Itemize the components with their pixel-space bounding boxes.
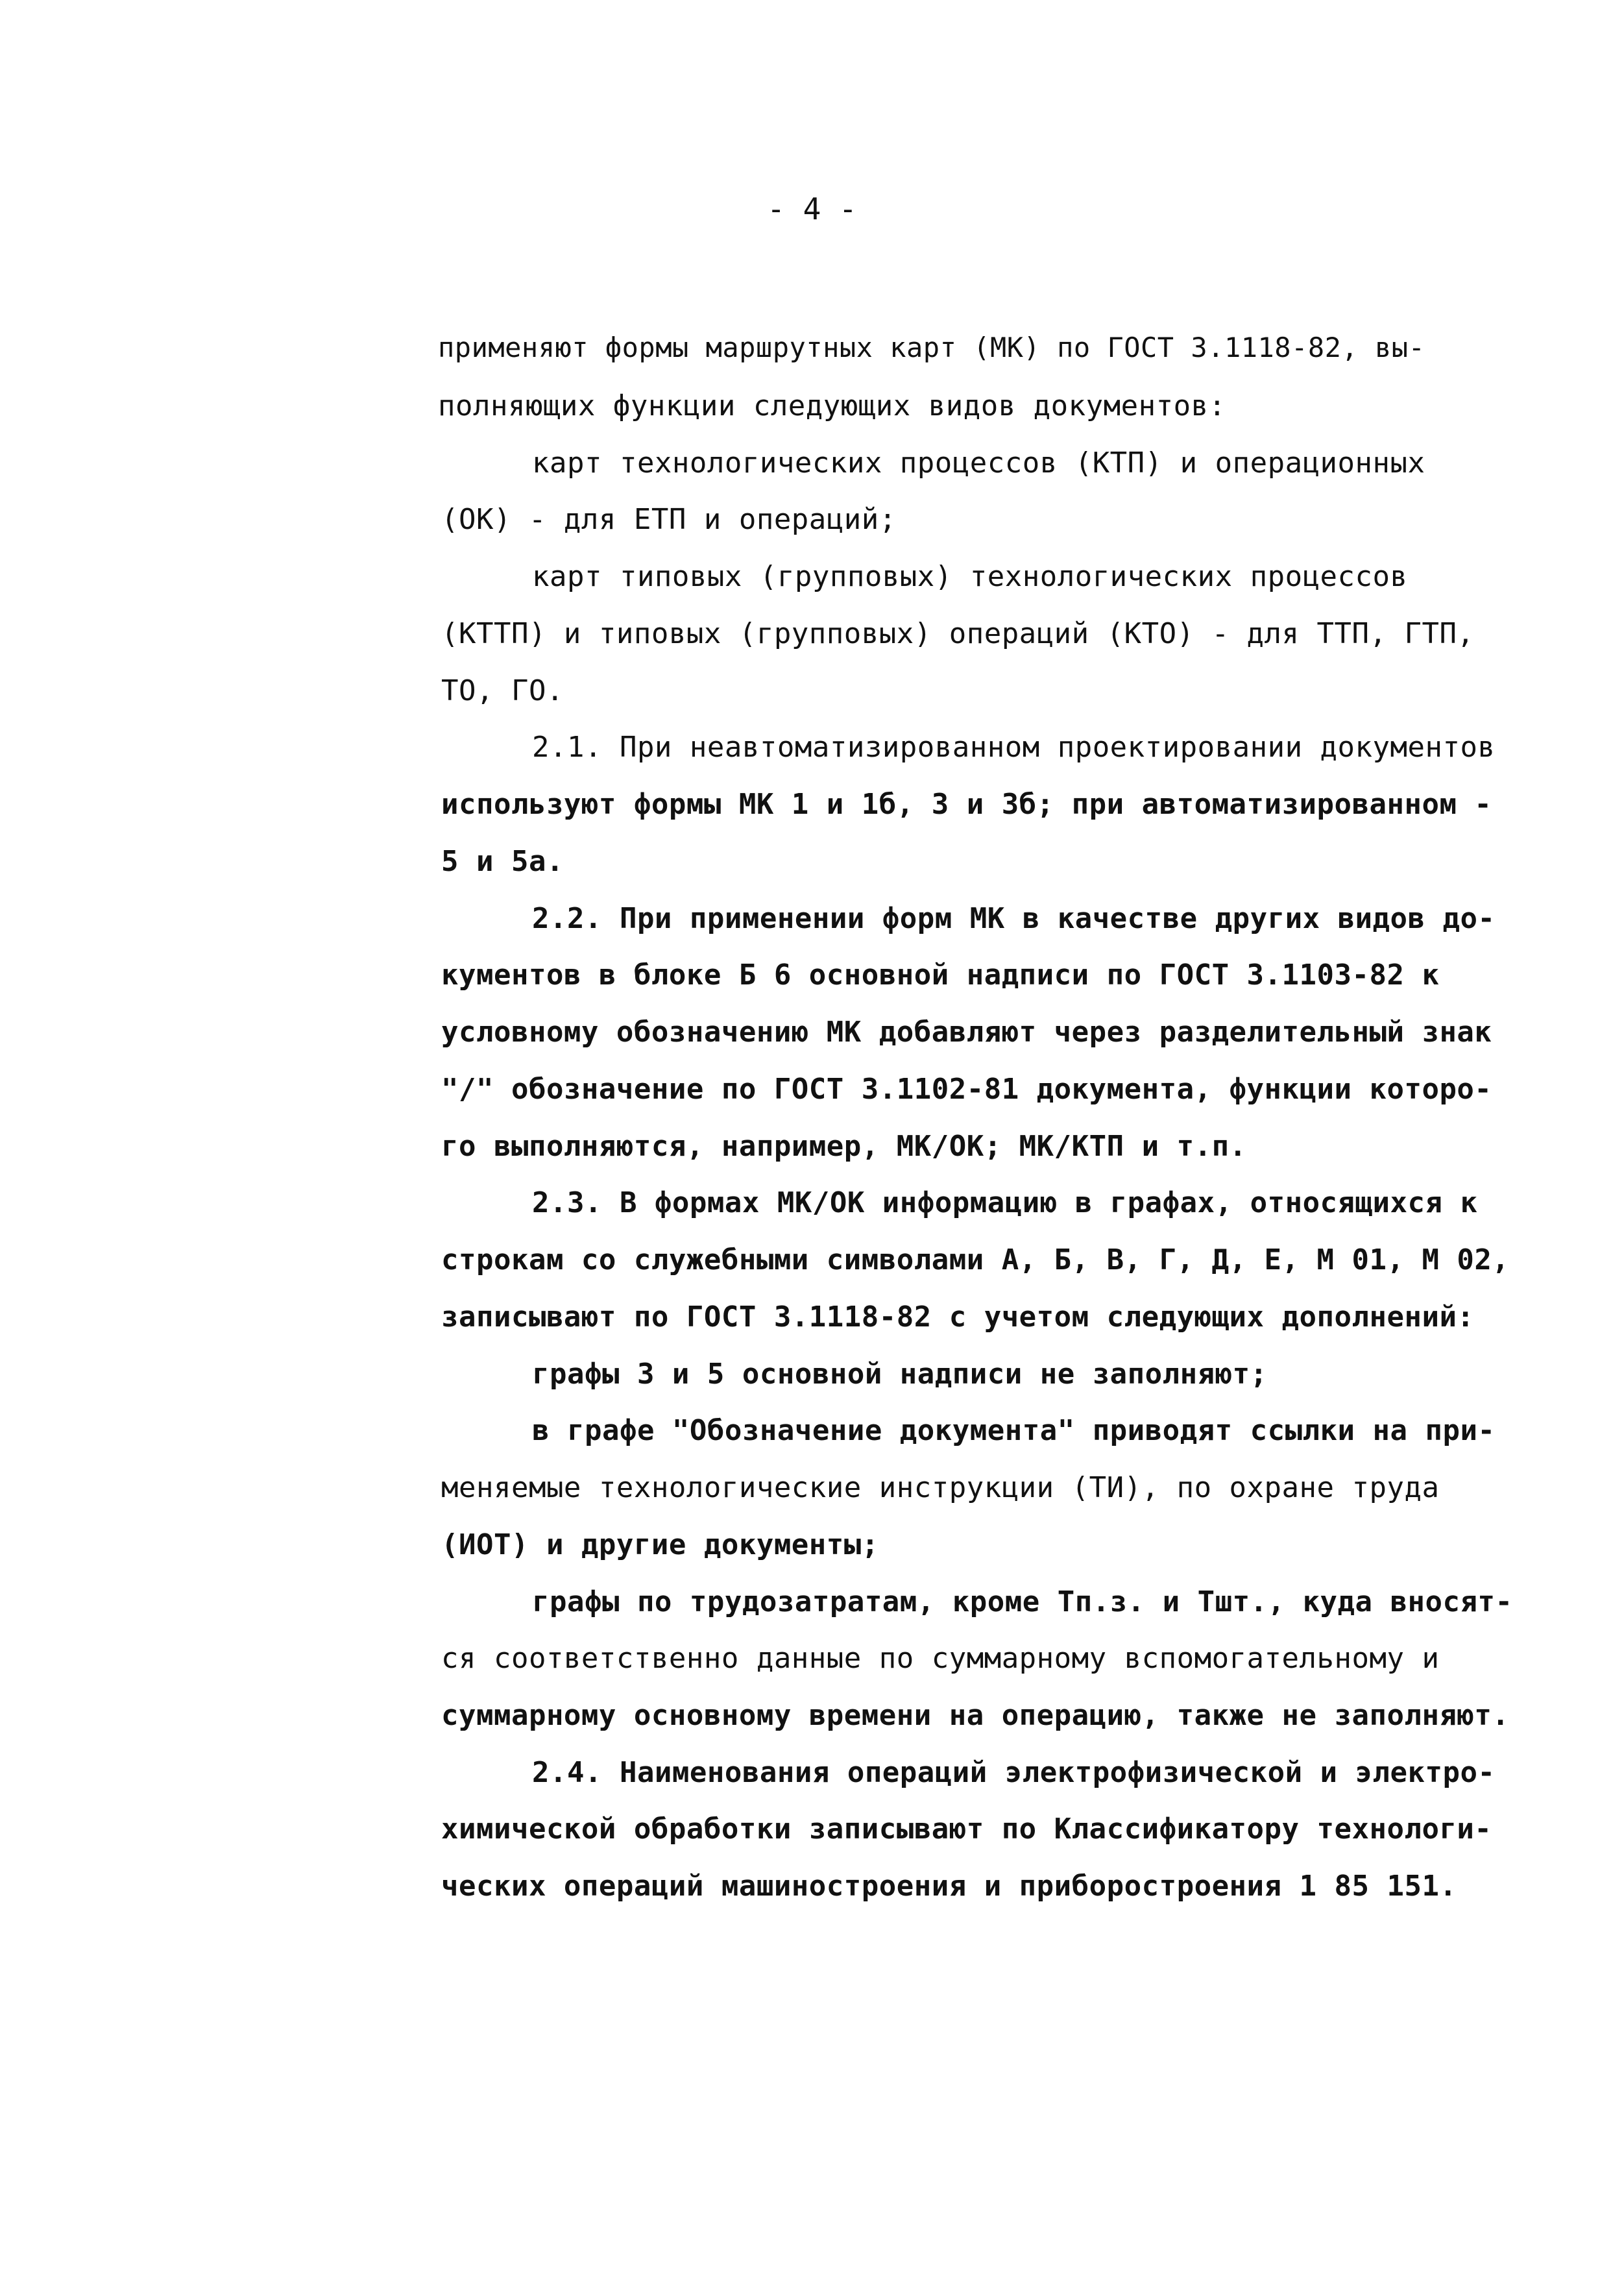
- text-line: полняющих функции следующих видов документов:: [438, 389, 1226, 422]
- text-line: (ИОТ) и другие документы;: [441, 1528, 879, 1561]
- text-line: химической обработки записывают по Классификатору технологи-: [441, 1812, 1492, 1846]
- text-line: (ОК) - для ЕТП и операций;: [441, 503, 897, 536]
- text-line: суммарному основному времени на операцию, также не заполняют.: [441, 1699, 1510, 1732]
- text-line: меняемые технологические инструкции (ТИ), по охране труда: [441, 1471, 1440, 1504]
- text-line: карт типовых (групповых) технологических процессов: [532, 560, 1408, 593]
- text-line: строкам со служебными символами А, Б, В, Г, Д, Е, М 01, М 02,: [441, 1243, 1510, 1276]
- text-line: 2.3. В формах МК/ОК информацию в графах, относящихся к: [532, 1186, 1478, 1219]
- text-line: в графе "Обозначение документа" приводят ссылки на при-: [532, 1414, 1496, 1447]
- text-line: ческих операций машиностроения и приборостроения 1 85 151.: [441, 1870, 1457, 1903]
- text-line: графы по трудозатратам, кроме Тп.з. и Тшт., куда вносят-: [532, 1585, 1513, 1618]
- page-number: - 4 -: [767, 191, 857, 226]
- text-line: 2.2. При применении форм МК в качестве других видов до-: [532, 902, 1496, 935]
- text-line: 2.4. Наименования операций электрофизической и электро-: [532, 1756, 1496, 1789]
- text-line: условному обозначению МК добавляют через разделительный знак: [441, 1016, 1492, 1049]
- text-line: используют формы МК 1 и 1б, 3 и 3б; при автоматизированном -: [441, 788, 1492, 821]
- text-line: графы 3 и 5 основной надписи не заполняют;: [532, 1358, 1268, 1391]
- text-line: применяют формы маршрутных карт (МК) по ГОСТ 3.1118-82, вы-: [438, 332, 1425, 363]
- text-line: ся соответственно данные по суммарному вспомогательному и: [441, 1642, 1440, 1675]
- text-line: записывают по ГОСТ 3.1118-82 с учетом следующих дополнений:: [441, 1300, 1475, 1334]
- text-line: 5 и 5а.: [441, 845, 564, 878]
- text-line: 2.1. При неавтоматизированном проектировании документов: [532, 731, 1496, 764]
- text-line: ТО, ГО.: [441, 674, 564, 707]
- text-line: кументов в блоке Б 6 основной надписи по ГОСТ 3.1103-82 к: [441, 958, 1440, 992]
- text-line: "/" обозначение по ГОСТ 3.1102-81 документа, функции которо-: [441, 1073, 1492, 1106]
- text-line: го выполняются, например, МК/ОК; МК/КТП и т.п.: [441, 1130, 1247, 1163]
- text-line: (КТТП) и типовых (групповых) операций (КТО) - для ТТП, ГТП,: [441, 617, 1475, 650]
- text-line: карт технологических процессов (КТП) и операционных: [532, 446, 1425, 480]
